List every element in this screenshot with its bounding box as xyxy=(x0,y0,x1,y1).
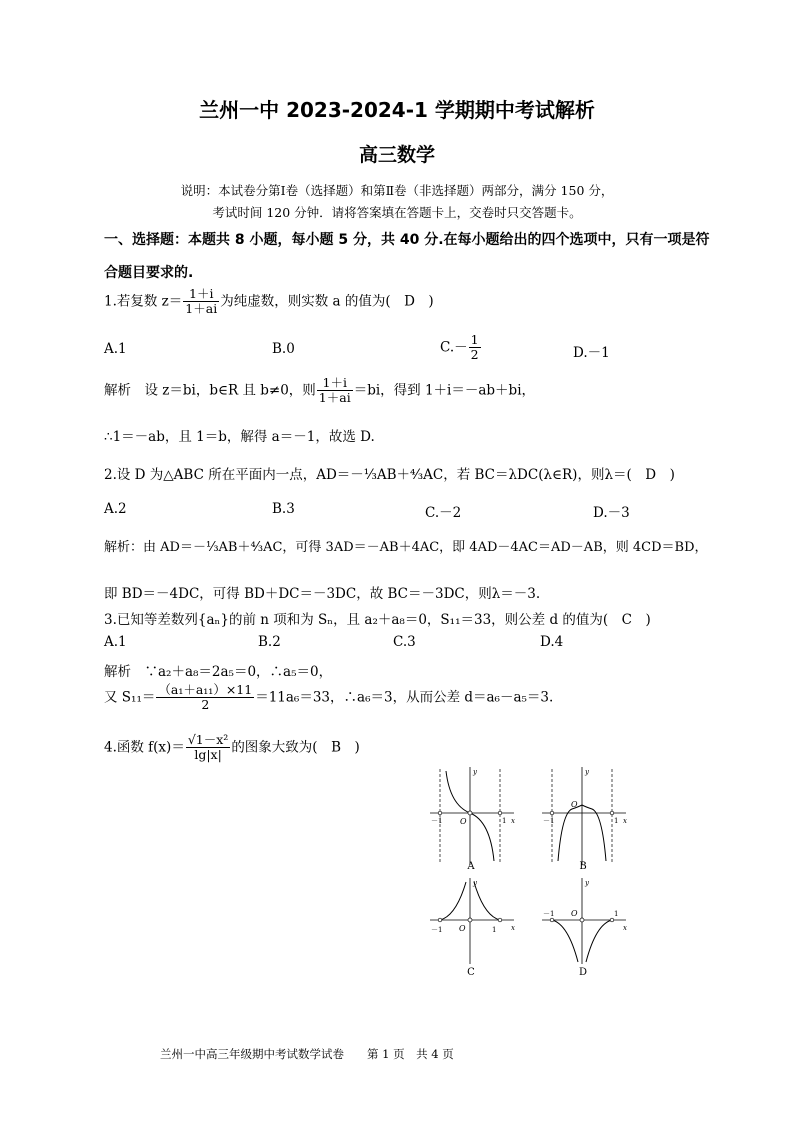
q1-sol-frac-num: 1＋i xyxy=(317,376,353,391)
q1-sol-pre: 解析 设 z＝bi，b∈R 且 b≠0，则 xyxy=(104,382,316,399)
graph-b xyxy=(538,765,630,873)
graph-c xyxy=(426,876,518,968)
q1-fraction xyxy=(183,287,219,317)
q1-frac-den: 1＋ai xyxy=(185,301,218,317)
q2-solution-line-2: 即 BD＝－4DC，可得 BD＋DC＝－3DC，故 BC＝－3DC，则λ＝－3. xyxy=(104,586,541,602)
graph-b-one: 1 xyxy=(614,817,619,825)
q1-option-c-den: 2 xyxy=(470,347,479,363)
q1-sol-frac-den: 1＋ai xyxy=(318,390,351,406)
q2-option-c: C.－2 xyxy=(425,505,462,521)
graph-a-x-label: x xyxy=(511,817,515,825)
q1-solution-line-1 xyxy=(104,376,535,406)
q3-sol-fraction xyxy=(156,683,254,713)
graph-b-y-label: y xyxy=(585,768,589,776)
graph-c-one: 1 xyxy=(492,926,497,934)
q2-option-d: D.－3 xyxy=(593,505,630,521)
q1-option-d: D.－1 xyxy=(573,345,610,361)
q3-solution-line-2 xyxy=(104,683,553,713)
q1-sol-fraction xyxy=(317,376,353,406)
q4-fraction xyxy=(186,733,230,763)
q3-option-d: D.4 xyxy=(540,634,564,650)
graph-c-label: C xyxy=(467,967,475,978)
graph-b-label: B xyxy=(579,861,587,872)
graph-a-origin: O xyxy=(460,817,467,826)
q1-frac-num: 1＋i xyxy=(183,287,219,302)
question-4-stem xyxy=(104,733,360,763)
q1-option-c-prefix: C.－ xyxy=(440,339,468,356)
graph-a-one: 1 xyxy=(502,817,507,825)
q3-sol-frac-num: （a₁＋a₁₁）×11 xyxy=(158,682,253,697)
q1-stem-pre: 1.若复数 z＝ xyxy=(104,293,183,310)
graph-c-x-label: x xyxy=(511,924,515,932)
page-title: 兰州一中 2023-2024-1 学期期中考试解析 xyxy=(199,98,595,122)
instructions-line-2: 考试时间 120 分钟．请将答案填在答题卡上，交卷时只交答题卡。 xyxy=(212,205,582,220)
q3-option-c: C.3 xyxy=(393,634,416,650)
graph-b-neg-one: －1 xyxy=(543,817,555,825)
page-subtitle: 高三数学 xyxy=(358,144,435,166)
question-1-stem xyxy=(104,287,434,317)
q1-stem-post: 为纯虚数，则实数 a 的值为( D ) xyxy=(220,293,434,310)
q4-frac-den: lg|x| xyxy=(194,747,222,763)
graph-a-y-label: y xyxy=(473,768,477,776)
graph-d-origin: O xyxy=(571,909,578,918)
q4-frac-num: √1－x² xyxy=(187,732,229,747)
q1-option-b: B.0 xyxy=(272,341,295,357)
q2-option-a: A.2 xyxy=(104,501,127,517)
q2-option-b: B.3 xyxy=(272,501,295,517)
page-footer: 兰州一中高三年级期中考试数学试卷 第 1 页 共 4 页 xyxy=(160,1047,454,1061)
question-2-stem: 2.设 D 为△ABC 所在平面内一点，AD＝－⅓AB＋⁴⁄₃AC，若 BC＝λDC(λ∈R)，则λ＝( D ) xyxy=(104,467,675,483)
q4-stem-post: 的图象大致为( B ) xyxy=(231,739,360,756)
graph-c-y-label: y xyxy=(473,879,477,887)
q1-sol-post: ＝bi，得到 1＋i＝－ab＋bi， xyxy=(353,382,536,399)
graph-a-label: A xyxy=(467,861,475,872)
graph-d-label: D xyxy=(578,967,588,978)
section-heading-line-1: 一、选择题：本题共 8 小题，每小题 5 分，共 40 分.在每小题给出的四个选项中，只有一项是符 xyxy=(104,232,710,248)
q1-option-a: A.1 xyxy=(104,341,127,357)
q3-option-a: A.1 xyxy=(104,634,127,650)
q3-option-b: B.2 xyxy=(258,634,281,650)
graph-d-neg-one: －1 xyxy=(543,910,555,918)
question-3-stem: 3.已知等差数列{aₙ}的前 n 项和为 Sₙ，且 a₂＋a₈＝0，S₁₁＝33，则公差 d 的值为( C ) xyxy=(104,612,651,628)
instructions-line-1: 说明：本试卷分第Ⅰ卷（选择题）和第Ⅱ卷（非选择题）两部分，满分 150 分， xyxy=(180,183,614,198)
q2-solution-line-1: 解析：由 AD＝－⅓AB＋⁴⁄₃AC，可得 3AD＝－AB＋4AC，即 4AD－4AC＝AD－AB，则 4CD＝BD， xyxy=(104,540,708,555)
q3-sol-frac-den: 2 xyxy=(201,697,210,713)
q1-option-c-fraction xyxy=(469,333,481,363)
q3-solution-line-1: 解析 ∵a₂＋a₈＝2a₅＝0，∴a₅＝0， xyxy=(104,664,333,680)
graph-a xyxy=(426,765,518,873)
graph-d-x-label: x xyxy=(623,924,627,932)
section-heading-line-2: 合题目要求的. xyxy=(104,265,194,281)
q3-sol-pre: 又 S₁₁＝ xyxy=(104,689,156,706)
graph-c-origin: O xyxy=(459,924,466,933)
q4-stem-pre: 4.函数 f(x)＝ xyxy=(104,739,185,756)
graph-c-neg-one: －1 xyxy=(431,926,443,934)
q1-option-c xyxy=(440,333,482,363)
graph-d-y-label: y xyxy=(585,879,589,887)
graph-d-one: 1 xyxy=(614,910,619,918)
q1-option-c-num: 1 xyxy=(470,332,479,347)
q3-sol-post: ＝11a₆＝33，∴a₆＝3，从而公差 d＝a₆－a₅＝3. xyxy=(255,689,554,706)
q1-solution-line-2: ∴1＝－ab，且 1＝b，解得 a＝－1，故选 D. xyxy=(104,429,375,445)
graph-b-x-label: x xyxy=(623,817,627,825)
graph-a-neg-one: －1 xyxy=(431,817,443,825)
graph-d xyxy=(538,876,630,968)
graph-b-origin: O xyxy=(571,800,578,809)
